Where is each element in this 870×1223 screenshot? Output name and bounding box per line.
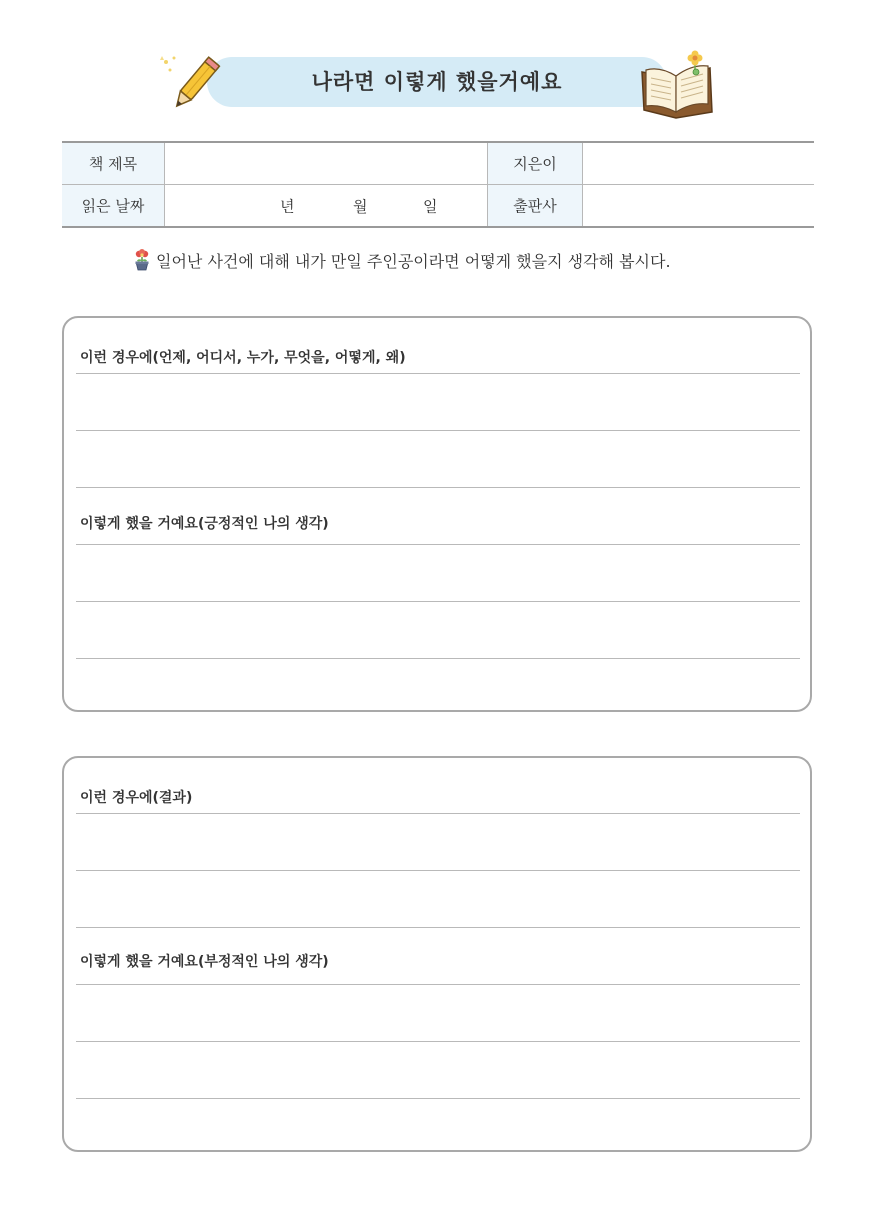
prompt-result: 이런 경우에(결과): [80, 790, 193, 806]
writing-line[interactable]: [76, 813, 800, 814]
prompt-situation: 이런 경우에(언제, 어디서, 누가, 무엇을, 어떻게, 왜): [80, 350, 406, 366]
publisher-label: 출판사: [488, 185, 583, 228]
prompt-negative-thought: 이렇게 했을 거예요(부정적인 나의 생각): [80, 954, 329, 970]
day-unit: 일: [423, 197, 438, 215]
writing-line[interactable]: [76, 984, 800, 985]
writing-line[interactable]: [76, 601, 800, 602]
writing-line[interactable]: [76, 927, 800, 928]
writing-box-negative: [62, 756, 812, 1152]
author-label: 지은이: [488, 142, 583, 185]
date-field[interactable]: [165, 185, 488, 228]
page-title: 나라면 이렇게 했을거예요: [311, 70, 563, 94]
book-title-label: 책 제목: [62, 142, 165, 185]
author-field[interactable]: [583, 142, 815, 185]
book-info-table: [62, 141, 814, 228]
year-unit: 년: [280, 197, 295, 215]
date-label: 읽은 날짜: [62, 185, 165, 228]
instruction-text: 일어난 사건에 대해 내가 만일 주인공이라면 어떻게 했을지 생각해 봅시다.: [156, 251, 671, 271]
month-unit: 월: [353, 197, 368, 215]
writing-line[interactable]: [76, 1098, 800, 1099]
open-book-icon: [638, 50, 716, 120]
publisher-field[interactable]: [583, 185, 815, 228]
book-title-field[interactable]: [165, 142, 488, 185]
writing-line[interactable]: [76, 870, 800, 871]
prompt-positive-thought: 이렇게 했을 거예요(긍정적인 나의 생각): [80, 516, 329, 532]
writing-line[interactable]: [76, 658, 800, 659]
writing-line[interactable]: [76, 487, 800, 488]
writing-box-positive: [62, 316, 812, 712]
instruction: [132, 248, 671, 272]
writing-line[interactable]: [76, 1041, 800, 1042]
flower-pot-icon: [132, 249, 152, 271]
writing-line[interactable]: [76, 544, 800, 545]
writing-line[interactable]: [76, 373, 800, 374]
writing-line[interactable]: [76, 430, 800, 431]
